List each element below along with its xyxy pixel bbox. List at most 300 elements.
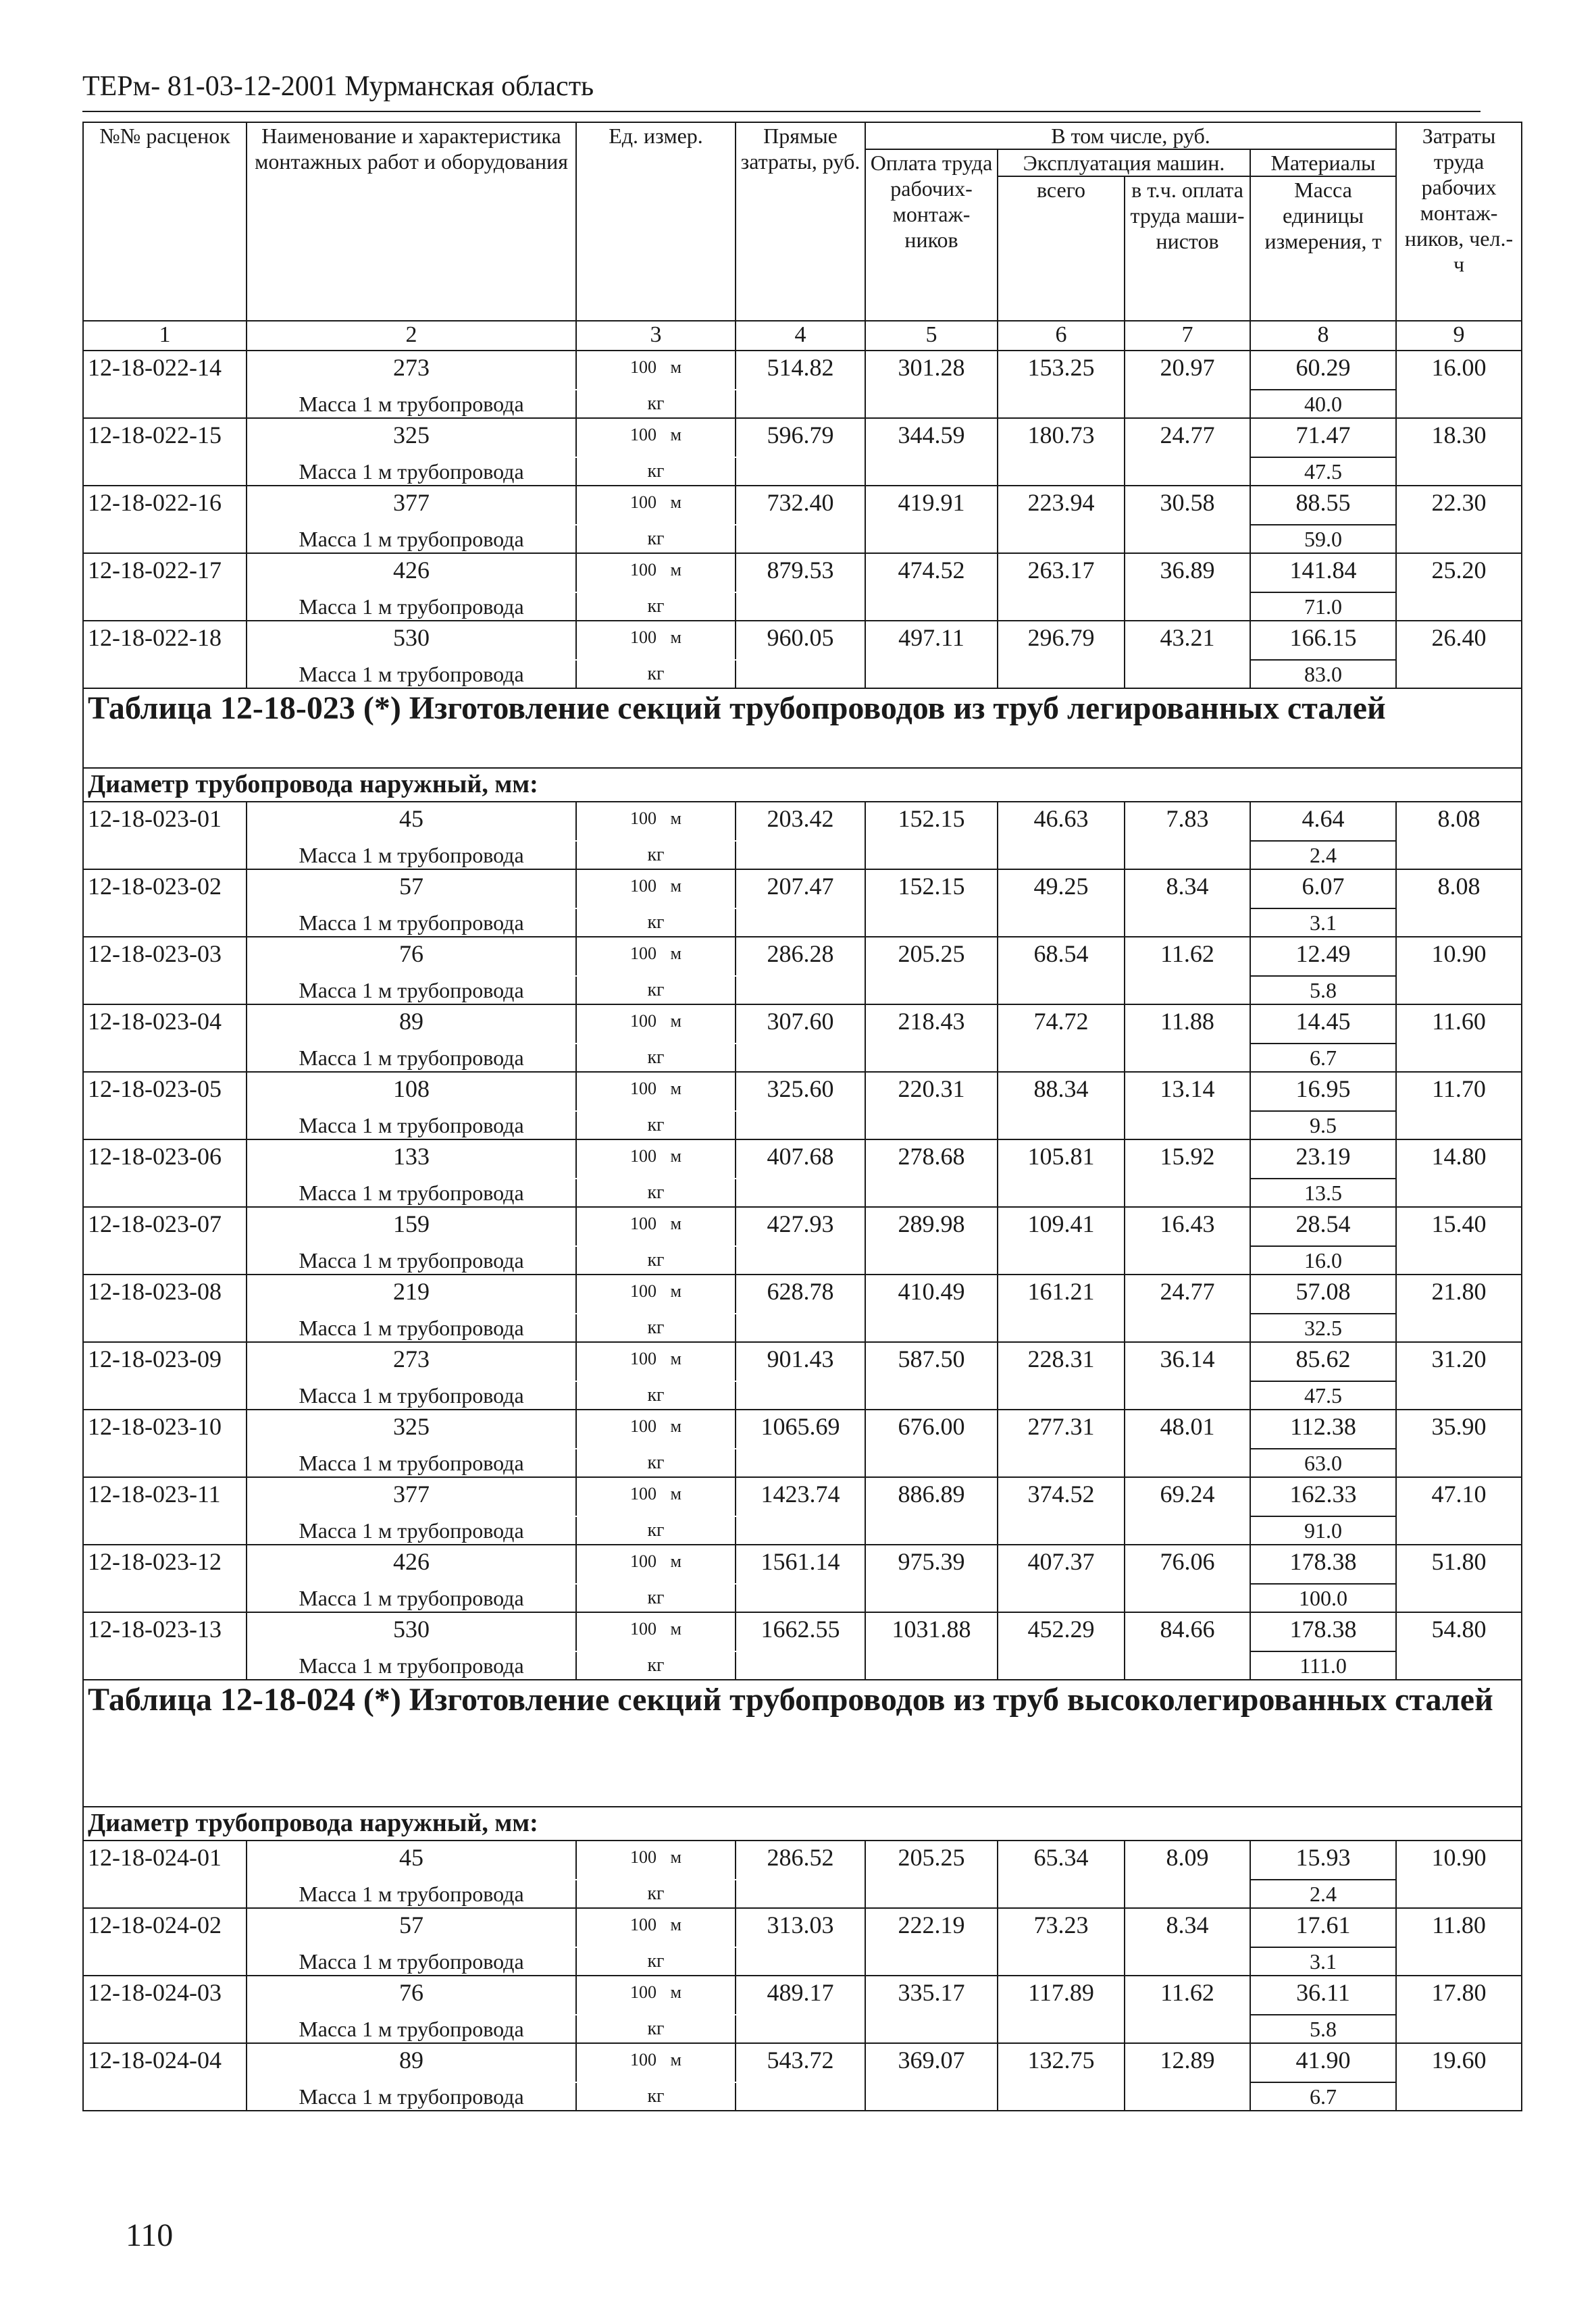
materials-cost: 36.11	[1250, 1976, 1396, 2015]
mass-label: Масса 1 м трубопровода	[247, 908, 576, 937]
table-row	[83, 486, 1522, 525]
unit-sub: кг	[576, 841, 736, 869]
labor-hours: 10.90	[1396, 937, 1522, 1004]
mass-label: Масса 1 м трубопровода	[247, 1111, 576, 1139]
operators-cost: 84.66	[1125, 1612, 1250, 1680]
pipe-diameter: 159	[247, 1207, 576, 1246]
labor-hours: 10.90	[1396, 1841, 1522, 1908]
column-number: 5	[865, 321, 998, 351]
operators-cost: 30.58	[1125, 486, 1250, 553]
column-number: 3	[576, 321, 736, 351]
rate-code: 12-18-023-05	[83, 1072, 247, 1139]
labor-hours: 17.80	[1396, 1976, 1522, 2043]
machines-cost: 223.94	[998, 486, 1125, 553]
unit-mass: 47.5	[1250, 457, 1396, 486]
machines-cost: 296.79	[998, 621, 1125, 688]
rate-code: 12-18-024-03	[83, 1976, 247, 2043]
unit-sub: кг	[576, 1449, 736, 1477]
col-header-materials: Материалы	[1250, 149, 1396, 176]
unit: 100 м	[576, 2043, 736, 2082]
pipe-diameter: 273	[247, 1342, 576, 1381]
direct-cost: 901.43	[736, 1342, 865, 1410]
labor-hours: 8.08	[1396, 869, 1522, 937]
table-row	[83, 1612, 1522, 1651]
operators-cost: 16.43	[1125, 1207, 1250, 1275]
materials-cost: 178.38	[1250, 1612, 1396, 1651]
direct-cost: 1561.14	[736, 1545, 865, 1612]
labor-hours: 51.80	[1396, 1545, 1522, 1612]
labor-hours: 22.30	[1396, 486, 1522, 553]
page-number: 110	[126, 2217, 174, 2253]
mass-label: Масса 1 м трубопровода	[247, 841, 576, 869]
operators-cost: 11.62	[1125, 937, 1250, 1004]
operators-cost: 12.89	[1125, 2043, 1250, 2111]
rate-code: 12-18-023-01	[83, 802, 247, 869]
table-row	[83, 351, 1522, 390]
materials-cost: 23.19	[1250, 1139, 1396, 1179]
labor-cost: 587.50	[865, 1342, 998, 1410]
labor-hours: 16.00	[1396, 351, 1522, 418]
unit-mass: 5.8	[1250, 976, 1396, 1004]
labor-cost: 220.31	[865, 1072, 998, 1139]
labor-hours: 25.20	[1396, 553, 1522, 621]
labor-hours: 47.10	[1396, 1477, 1522, 1545]
labor-hours: 54.80	[1396, 1612, 1522, 1680]
unit-sub: кг	[576, 2082, 736, 2111]
operators-cost: 36.89	[1125, 553, 1250, 621]
unit: 100 м	[576, 1976, 736, 2015]
labor-cost: 419.91	[865, 486, 998, 553]
table-row	[83, 869, 1522, 908]
labor-cost: 301.28	[865, 351, 998, 418]
mass-label: Масса 1 м трубопровода	[247, 1947, 576, 1976]
diameter-label: Диаметр трубопровода наружный, мм:	[83, 768, 1522, 802]
unit-sub: кг	[576, 457, 736, 486]
labor-hours: 11.60	[1396, 1004, 1522, 1072]
materials-cost: 85.62	[1250, 1342, 1396, 1381]
mass-label: Масса 1 м трубопровода	[247, 1179, 576, 1207]
unit-mass: 13.5	[1250, 1179, 1396, 1207]
mass-label: Масса 1 м трубопровода	[247, 2015, 576, 2043]
labor-hours: 19.60	[1396, 2043, 1522, 2111]
direct-cost: 960.05	[736, 621, 865, 688]
col-header-direct: Прямые затраты, руб.	[736, 122, 865, 321]
labor-cost: 289.98	[865, 1207, 998, 1275]
labor-cost: 975.39	[865, 1545, 998, 1612]
labor-cost: 474.52	[865, 553, 998, 621]
machines-cost: 73.23	[998, 1908, 1125, 1976]
rate-code: 12-18-023-12	[83, 1545, 247, 1612]
table-row	[83, 1342, 1522, 1381]
diameter-label: Диаметр трубопровода наружный, мм:	[83, 1807, 1522, 1841]
unit-mass: 16.0	[1250, 1246, 1396, 1275]
table-title: Таблица 12-18-023 (*) Изготовление секций трубопроводов из труб легированных сталей	[83, 688, 1522, 768]
rate-code: 12-18-022-14	[83, 351, 247, 418]
rate-code: 12-18-022-17	[83, 553, 247, 621]
operators-cost: 11.62	[1125, 1976, 1250, 2043]
col-header-operators: в т.ч. оплата труда маши-нистов	[1125, 176, 1250, 321]
unit: 100 м	[576, 418, 736, 457]
table-row	[83, 553, 1522, 592]
materials-cost: 12.49	[1250, 937, 1396, 976]
table-row	[83, 802, 1522, 841]
machines-cost: 263.17	[998, 553, 1125, 621]
unit-mass: 111.0	[1250, 1651, 1396, 1680]
direct-cost: 732.40	[736, 486, 865, 553]
unit: 100 м	[576, 1072, 736, 1111]
pipe-diameter: 57	[247, 1908, 576, 1947]
col-header-hours: Затраты труда рабочих монтаж-ников, чел.-ч	[1396, 122, 1522, 321]
table-row	[83, 1545, 1522, 1584]
rate-code: 12-18-023-10	[83, 1410, 247, 1477]
rate-code: 12-18-022-16	[83, 486, 247, 553]
machines-cost: 228.31	[998, 1342, 1125, 1410]
unit-sub: кг	[576, 1880, 736, 1908]
pipe-diameter: 76	[247, 937, 576, 976]
machines-cost: 49.25	[998, 869, 1125, 937]
direct-cost: 1423.74	[736, 1477, 865, 1545]
document-header	[82, 66, 1481, 112]
mass-label: Масса 1 м трубопровода	[247, 1880, 576, 1908]
col-header-code: №№ расценок	[83, 122, 247, 321]
mass-label: Масса 1 м трубопровода	[247, 1381, 576, 1410]
pipe-diameter: 108	[247, 1072, 576, 1111]
direct-cost: 543.72	[736, 2043, 865, 2111]
labor-cost: 497.11	[865, 621, 998, 688]
rate-code: 12-18-022-15	[83, 418, 247, 486]
operators-cost: 15.92	[1125, 1139, 1250, 1207]
column-number: 1	[83, 321, 247, 351]
labor-hours: 31.20	[1396, 1342, 1522, 1410]
pipe-diameter: 89	[247, 2043, 576, 2082]
operators-cost: 48.01	[1125, 1410, 1250, 1477]
mass-label: Масса 1 м трубопровода	[247, 660, 576, 688]
unit: 100 м	[576, 1841, 736, 1880]
machines-cost: 452.29	[998, 1612, 1125, 1680]
direct-cost: 1662.55	[736, 1612, 865, 1680]
column-number: 8	[1250, 321, 1396, 351]
machines-cost: 109.41	[998, 1207, 1125, 1275]
unit: 100 м	[576, 869, 736, 908]
unit: 100 м	[576, 802, 736, 841]
labor-hours: 11.80	[1396, 1908, 1522, 1976]
unit-sub: кг	[576, 1179, 736, 1207]
table-row	[83, 2043, 1522, 2082]
col-header-machines: Эксплуатация машин.	[998, 149, 1250, 176]
operators-cost: 8.34	[1125, 869, 1250, 937]
direct-cost: 313.03	[736, 1908, 865, 1976]
unit-mass: 6.7	[1250, 2082, 1396, 2111]
labor-cost: 676.00	[865, 1410, 998, 1477]
labor-hours: 18.30	[1396, 418, 1522, 486]
unit-mass: 32.5	[1250, 1314, 1396, 1342]
unit-sub: кг	[576, 1381, 736, 1410]
rate-code: 12-18-024-02	[83, 1908, 247, 1976]
labor-cost: 344.59	[865, 418, 998, 486]
labor-hours: 11.70	[1396, 1072, 1522, 1139]
labor-cost: 1031.88	[865, 1612, 998, 1680]
labor-cost: 152.15	[865, 802, 998, 869]
pipe-diameter: 530	[247, 621, 576, 660]
unit: 100 м	[576, 1275, 736, 1314]
direct-cost: 407.68	[736, 1139, 865, 1207]
table-row	[83, 1410, 1522, 1449]
unit: 100 м	[576, 1004, 736, 1044]
direct-cost: 307.60	[736, 1004, 865, 1072]
direct-cost: 879.53	[736, 553, 865, 621]
unit-mass: 3.1	[1250, 908, 1396, 937]
mass-label: Масса 1 м трубопровода	[247, 525, 576, 553]
machines-cost: 65.34	[998, 1841, 1125, 1908]
unit-sub: кг	[576, 660, 736, 688]
rate-code: 12-18-023-06	[83, 1139, 247, 1207]
operators-cost: 7.83	[1125, 802, 1250, 869]
materials-cost: 15.93	[1250, 1841, 1396, 1880]
machines-cost: 132.75	[998, 2043, 1125, 2111]
unit-mass: 2.4	[1250, 1880, 1396, 1908]
rate-code: 12-18-023-13	[83, 1612, 247, 1680]
mass-label: Масса 1 м трубопровода	[247, 1246, 576, 1275]
pipe-diameter: 45	[247, 802, 576, 841]
rate-code: 12-18-023-04	[83, 1004, 247, 1072]
pipe-diameter: 133	[247, 1139, 576, 1179]
col-header-including: В том числе, руб.	[865, 122, 1396, 149]
unit-sub: кг	[576, 908, 736, 937]
pipe-diameter: 219	[247, 1275, 576, 1314]
unit-mass: 9.5	[1250, 1111, 1396, 1139]
labor-hours: 8.08	[1396, 802, 1522, 869]
operators-cost: 20.97	[1125, 351, 1250, 418]
pipe-diameter: 377	[247, 1477, 576, 1516]
table-row	[83, 1139, 1522, 1179]
unit: 100 м	[576, 1342, 736, 1381]
mass-label: Масса 1 м трубопровода	[247, 390, 576, 418]
direct-cost: 325.60	[736, 1072, 865, 1139]
unit-sub: кг	[576, 390, 736, 418]
labor-cost: 886.89	[865, 1477, 998, 1545]
operators-cost: 43.21	[1125, 621, 1250, 688]
unit: 100 м	[576, 1545, 736, 1584]
unit-sub: кг	[576, 1516, 736, 1545]
direct-cost: 596.79	[736, 418, 865, 486]
unit-sub: кг	[576, 1044, 736, 1072]
labor-hours: 14.80	[1396, 1139, 1522, 1207]
materials-cost: 57.08	[1250, 1275, 1396, 1314]
column-number: 9	[1396, 321, 1522, 351]
pipe-diameter: 325	[247, 418, 576, 457]
operators-cost: 69.24	[1125, 1477, 1250, 1545]
rate-code: 12-18-023-11	[83, 1477, 247, 1545]
direct-cost: 286.28	[736, 937, 865, 1004]
rate-code: 12-18-023-03	[83, 937, 247, 1004]
column-numbers-row	[83, 321, 1522, 351]
unit-sub: кг	[576, 1246, 736, 1275]
unit-mass: 63.0	[1250, 1449, 1396, 1477]
table-row	[83, 1275, 1522, 1314]
operators-cost: 8.34	[1125, 1908, 1250, 1976]
unit: 100 м	[576, 1908, 736, 1947]
machines-cost: 68.54	[998, 937, 1125, 1004]
direct-cost: 427.93	[736, 1207, 865, 1275]
pipe-diameter: 377	[247, 486, 576, 525]
rate-code: 12-18-024-04	[83, 2043, 247, 2111]
unit-mass: 100.0	[1250, 1584, 1396, 1612]
unit: 100 м	[576, 351, 736, 390]
unit: 100 м	[576, 553, 736, 592]
document-title: ТЕРм- 81-03-12-2001 Мурманская область	[82, 71, 594, 102]
unit: 100 м	[576, 1139, 736, 1179]
unit-mass: 2.4	[1250, 841, 1396, 869]
table-row	[83, 621, 1522, 660]
pipe-diameter: 89	[247, 1004, 576, 1044]
materials-cost: 141.84	[1250, 553, 1396, 592]
labor-cost: 205.25	[865, 937, 998, 1004]
mass-label: Масса 1 м трубопровода	[247, 457, 576, 486]
diameter-label-row	[83, 768, 1522, 802]
table-row	[83, 937, 1522, 976]
col-header-machines-total: всего	[998, 176, 1125, 321]
machines-cost: 180.73	[998, 418, 1125, 486]
pipe-diameter: 45	[247, 1841, 576, 1880]
mass-label: Масса 1 м трубопровода	[247, 592, 576, 621]
unit-mass: 3.1	[1250, 1947, 1396, 1976]
unit: 100 м	[576, 1410, 736, 1449]
machines-cost: 153.25	[998, 351, 1125, 418]
column-number: 4	[736, 321, 865, 351]
labor-cost: 205.25	[865, 1841, 998, 1908]
rate-code: 12-18-023-02	[83, 869, 247, 937]
mass-label: Масса 1 м трубопровода	[247, 1044, 576, 1072]
machines-cost: 161.21	[998, 1275, 1125, 1342]
materials-cost: 6.07	[1250, 869, 1396, 908]
unit-mass: 91.0	[1250, 1516, 1396, 1545]
machines-cost: 277.31	[998, 1410, 1125, 1477]
rates-table	[82, 122, 1522, 2111]
materials-cost: 41.90	[1250, 2043, 1396, 2082]
unit-mass: 83.0	[1250, 660, 1396, 688]
unit: 100 м	[576, 621, 736, 660]
labor-cost: 152.15	[865, 869, 998, 937]
unit: 100 м	[576, 486, 736, 525]
pipe-diameter: 273	[247, 351, 576, 390]
machines-cost: 117.89	[998, 1976, 1125, 2043]
table-row	[83, 1004, 1522, 1044]
labor-cost: 410.49	[865, 1275, 998, 1342]
materials-cost: 162.33	[1250, 1477, 1396, 1516]
mass-label: Масса 1 м трубопровода	[247, 1314, 576, 1342]
col-header-labor: Оплата труда рабочих-монтаж-ников	[865, 149, 998, 321]
operators-cost: 11.88	[1125, 1004, 1250, 1072]
table-row	[83, 1072, 1522, 1111]
materials-cost: 112.38	[1250, 1410, 1396, 1449]
unit-sub: кг	[576, 525, 736, 553]
machines-cost: 105.81	[998, 1139, 1125, 1207]
labor-cost: 369.07	[865, 2043, 998, 2111]
column-number: 7	[1125, 321, 1250, 351]
rate-code: 12-18-024-01	[83, 1841, 247, 1908]
machines-cost: 374.52	[998, 1477, 1125, 1545]
unit: 100 м	[576, 1207, 736, 1246]
mass-label: Масса 1 м трубопровода	[247, 1516, 576, 1545]
materials-cost: 60.29	[1250, 351, 1396, 390]
direct-cost: 514.82	[736, 351, 865, 418]
operators-cost: 76.06	[1125, 1545, 1250, 1612]
unit: 100 м	[576, 1612, 736, 1651]
pipe-diameter: 57	[247, 869, 576, 908]
diameter-label-row	[83, 1807, 1522, 1841]
mass-label: Масса 1 м трубопровода	[247, 1584, 576, 1612]
labor-hours: 15.40	[1396, 1207, 1522, 1275]
rate-code: 12-18-023-07	[83, 1207, 247, 1275]
rate-code: 12-18-023-09	[83, 1342, 247, 1410]
pipe-diameter: 325	[247, 1410, 576, 1449]
labor-cost: 218.43	[865, 1004, 998, 1072]
unit-mass: 47.5	[1250, 1381, 1396, 1410]
operators-cost: 8.09	[1125, 1841, 1250, 1908]
col-header-mass: Масса единицы измерения, т	[1250, 176, 1396, 321]
operators-cost: 13.14	[1125, 1072, 1250, 1139]
pipe-diameter: 76	[247, 1976, 576, 2015]
unit-mass: 6.7	[1250, 1044, 1396, 1072]
unit-sub: кг	[576, 1111, 736, 1139]
mass-label: Масса 1 м трубопровода	[247, 976, 576, 1004]
unit: 100 м	[576, 937, 736, 976]
header-row-1	[83, 122, 1522, 149]
unit-sub: кг	[576, 2015, 736, 2043]
machines-cost: 46.63	[998, 802, 1125, 869]
materials-cost: 71.47	[1250, 418, 1396, 457]
mass-label: Масса 1 м трубопровода	[247, 1449, 576, 1477]
mass-label: Масса 1 м трубопровода	[247, 1651, 576, 1680]
unit: 100 м	[576, 1477, 736, 1516]
materials-cost: 14.45	[1250, 1004, 1396, 1044]
direct-cost: 207.47	[736, 869, 865, 937]
table-row	[83, 1976, 1522, 2015]
pipe-diameter: 426	[247, 1545, 576, 1584]
table-row	[83, 1841, 1522, 1880]
labor-cost: 278.68	[865, 1139, 998, 1207]
labor-cost: 335.17	[865, 1976, 998, 2043]
table-row	[83, 1908, 1522, 1947]
unit-sub: кг	[576, 1584, 736, 1612]
unit-mass: 71.0	[1250, 592, 1396, 621]
unit-sub: кг	[576, 1651, 736, 1680]
unit-mass: 59.0	[1250, 525, 1396, 553]
materials-cost: 88.55	[1250, 486, 1396, 525]
direct-cost: 628.78	[736, 1275, 865, 1342]
machines-cost: 407.37	[998, 1545, 1125, 1612]
table-row	[83, 418, 1522, 457]
operators-cost: 36.14	[1125, 1342, 1250, 1410]
direct-cost: 203.42	[736, 802, 865, 869]
operators-cost: 24.77	[1125, 1275, 1250, 1342]
col-header-unit: Ед. измер.	[576, 122, 736, 321]
column-number: 2	[247, 321, 576, 351]
unit-mass: 40.0	[1250, 390, 1396, 418]
labor-hours: 35.90	[1396, 1410, 1522, 1477]
labor-hours: 21.80	[1396, 1275, 1522, 1342]
materials-cost: 166.15	[1250, 621, 1396, 660]
labor-hours: 26.40	[1396, 621, 1522, 688]
table-title-row	[83, 1680, 1522, 1807]
materials-cost: 4.64	[1250, 802, 1396, 841]
machines-cost: 74.72	[998, 1004, 1125, 1072]
materials-cost: 17.61	[1250, 1908, 1396, 1947]
materials-cost: 16.95	[1250, 1072, 1396, 1111]
table-title: Таблица 12-18-024 (*) Изготовление секций трубопроводов из труб высоколегированных сталей	[83, 1680, 1522, 1807]
table-title-row	[83, 688, 1522, 768]
materials-cost: 28.54	[1250, 1207, 1396, 1246]
